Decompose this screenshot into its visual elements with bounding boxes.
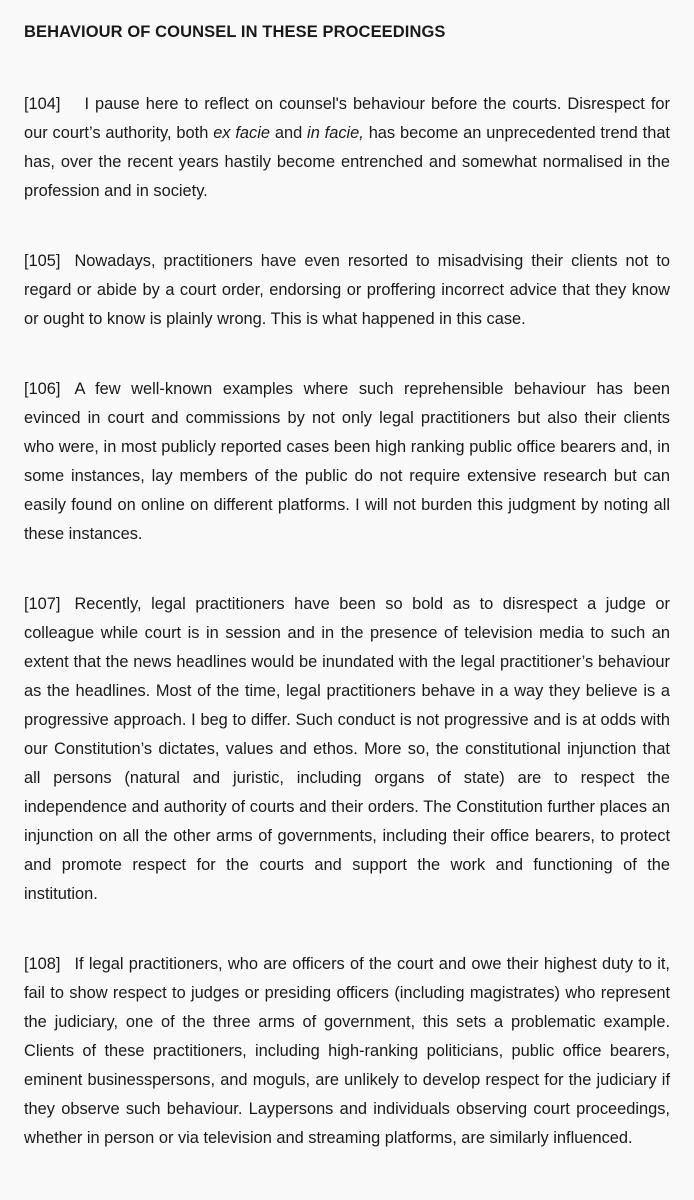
italic-term: ex facie (213, 124, 270, 142)
paragraph-106 (24, 375, 670, 549)
paragraph-number: [105] (24, 252, 61, 270)
paragraph-text: I pause here to reflect on counsel's behaviour before the courts. Disrespect for our court’s authority, both (24, 95, 670, 142)
paragraph-text: and (269, 124, 308, 142)
section-heading: BEHAVIOUR OF COUNSEL IN THESE PROCEEDINGS (24, 23, 446, 41)
paragraph-number: [104] (24, 95, 61, 113)
paragraph-text: Nowadays, practitioners have even resorted to misadvising their clients not to regard or abide by a court order, endorsing or proffering incorrect advice that they know or ought to know is plainly wrong. This is what happened in this case. (24, 252, 670, 328)
paragraph-text: has become an unprecedented trend that has, over the recent years hastily become entrenched and somewhat normalised in the profession and in society. (24, 124, 670, 200)
paragraph-105 (24, 247, 670, 334)
paragraph-104 (24, 90, 670, 206)
paragraph-number: [107] (24, 595, 61, 613)
paragraph-107 (24, 590, 670, 909)
paragraph-108 (24, 950, 670, 1153)
paragraph-number: [106] (24, 380, 61, 398)
paragraph-number: [108] (24, 955, 61, 973)
paragraph-text: A few well-known examples where such reprehensible behaviour has been evinced in court and commissions by not only legal practitioners but also their clients who were, in most publicly reported cases been high ranking public office bearers and, in some instances, lay members of the public do not require extensive research but can easily found on online on different platforms. I will not burden this judgment by noting all these instances. (24, 380, 670, 543)
paragraph-text: Recently, legal practitioners have been so bold as to disrespect a judge or colleague while court is in session and in the presence of television media to such an extent that the news headlines would be inundated with the legal practitioner’s behaviour as the headlines. Most of the time, legal practitioners behave in a way they believe is a progressive approach. I beg to differ. Such conduct is not progressive and is at odds with our Constitution’s dictates, values and ethos. More so, the constitutional injunction that all persons (natural and juristic, including organs of state) are to respect the independence and authority of courts and their orders. The Constitution further places an injunction on all the other arms of governments, including their office bearers, to protect and promote respect for the courts and support the work and functioning of the institution. (24, 595, 670, 903)
italic-term: in facie, (307, 124, 364, 142)
paragraph-text: If legal practitioners, who are officers of the court and owe their highest duty to it, fail to show respect to judges or presiding officers (including magistrates) who represent the judiciary, one of the three arms of government, this sets a problematic example. Clients of these practitioners, including high-ranking politicians, public office bearers, eminent businesspersons, and moguls, are unlikely to develop respect for the judiciary if they observe such behaviour. Laypersons and individuals observing court proceedings, whether in person or via television and streaming platforms, are similarly influenced. (24, 955, 670, 1147)
